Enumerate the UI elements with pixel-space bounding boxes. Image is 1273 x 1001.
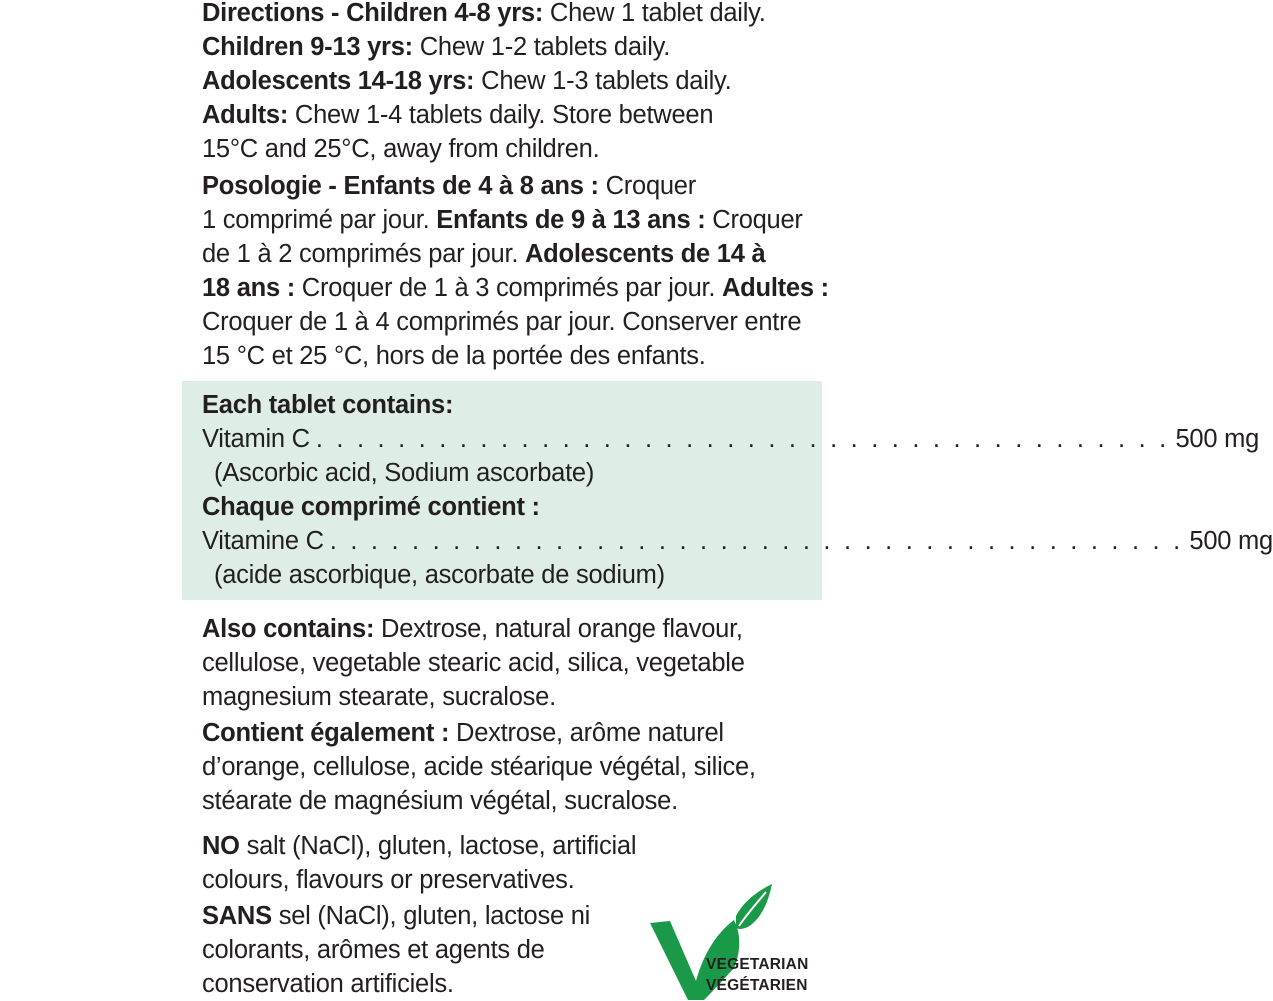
ingredient-name: Vitamin C xyxy=(202,425,310,453)
directions-fr-line: 1 comprimé par jour. Enfants de 9 à 13 ans : Croquer xyxy=(202,206,803,234)
also-contains-line: stéarate de magnésium végétal, sucralose. xyxy=(202,787,678,815)
free-of-line: colours, flavours or preservatives. xyxy=(202,866,575,894)
also-contains-line: Also contains: Dextrose, natural orange flavour, xyxy=(202,615,743,643)
ingredient-source-fr: (acide ascorbique, ascorbate de sodium) xyxy=(214,561,665,589)
contents-heading-fr: Chaque comprimé contient : xyxy=(202,493,540,521)
contents-table xyxy=(202,388,1273,592)
ingredient-row-fr xyxy=(202,524,1273,558)
ingredient-source-en: (Ascorbic acid, Sodium ascorbate) xyxy=(214,459,595,487)
free-of-line: NO salt (NaCl), gluten, lactose, artificial xyxy=(202,832,637,860)
contents-panel xyxy=(182,381,1273,600)
also-contains-fr xyxy=(202,716,842,818)
ingredient-row-en xyxy=(202,422,1260,456)
free-of-en xyxy=(202,829,642,897)
ingredient-name: Vitamine C xyxy=(202,527,324,555)
also-contains-en xyxy=(202,612,842,714)
leader-dots: . . . . . . . . . . . . . . . . . . . . . . . . . . . . . . . . . . . . . . . . . . xyxy=(315,425,1170,453)
leader-dots: . . . . . . . . . . . . . . . . . . . . . . . . . . . . . . . . . . . . . . . . . . xyxy=(329,527,1184,555)
also-contains-line: cellulose, vegetable stearic acid, silica, vegetable xyxy=(202,649,745,677)
free-of-line: conservation artificiels. xyxy=(202,970,454,998)
contents-heading-en: Each tablet contains: xyxy=(202,391,454,419)
directions-en-line: Directions - Children 4-8 yrs: Chew 1 tablet daily. xyxy=(202,0,766,27)
also-contains-line: d’orange, cellulose, acide stéarique végétal, silice, xyxy=(202,753,756,781)
directions-fr xyxy=(202,169,842,373)
directions-fr-line: Croquer de 1 à 4 comprimés par jour. Conserver entre xyxy=(202,308,802,336)
directions-en-line: Adolescents 14-18 yrs: Chew 1-3 tablets daily. xyxy=(202,67,732,95)
ingredient-amount: 500 mg xyxy=(1175,425,1260,453)
directions-en-line: Adults: Chew 1-4 tablets daily. Store between xyxy=(202,101,714,129)
also-contains-line: magnesium stearate, sucralose. xyxy=(202,683,556,711)
free-of-fr xyxy=(202,899,642,1001)
ingredient-amount: 500 mg xyxy=(1189,527,1273,555)
directions-en xyxy=(202,0,842,166)
directions-fr-line: 18 ans : Croquer de 1 à 3 comprimés par jour. Adultes : xyxy=(202,274,829,302)
directions-fr-line: de 1 à 2 comprimés par jour. Adolescents de 14 à xyxy=(202,240,766,268)
directions-en-line: Children 9-13 yrs: Chew 1-2 tablets daily. xyxy=(202,33,671,61)
directions-fr-line: Posologie - Enfants de 4 à 8 ans : Croquer xyxy=(202,172,696,200)
vegetarian-label-en: VEGETARIAN xyxy=(706,956,809,973)
free-of-line: colorants, arômes et agents de xyxy=(202,936,545,964)
directions-fr-line: 15 °C et 25 °C, hors de la portée des enfants. xyxy=(202,342,706,370)
vegetarian-label-fr: VÉGÉTARIEN xyxy=(706,977,808,994)
also-contains-line: Contient également : Dextrose, arôme naturel xyxy=(202,719,724,747)
free-of-line: SANS sel (NaCl), gluten, lactose ni xyxy=(202,902,591,930)
directions-en-line: 15°C and 25°C, away from children. xyxy=(202,135,600,163)
